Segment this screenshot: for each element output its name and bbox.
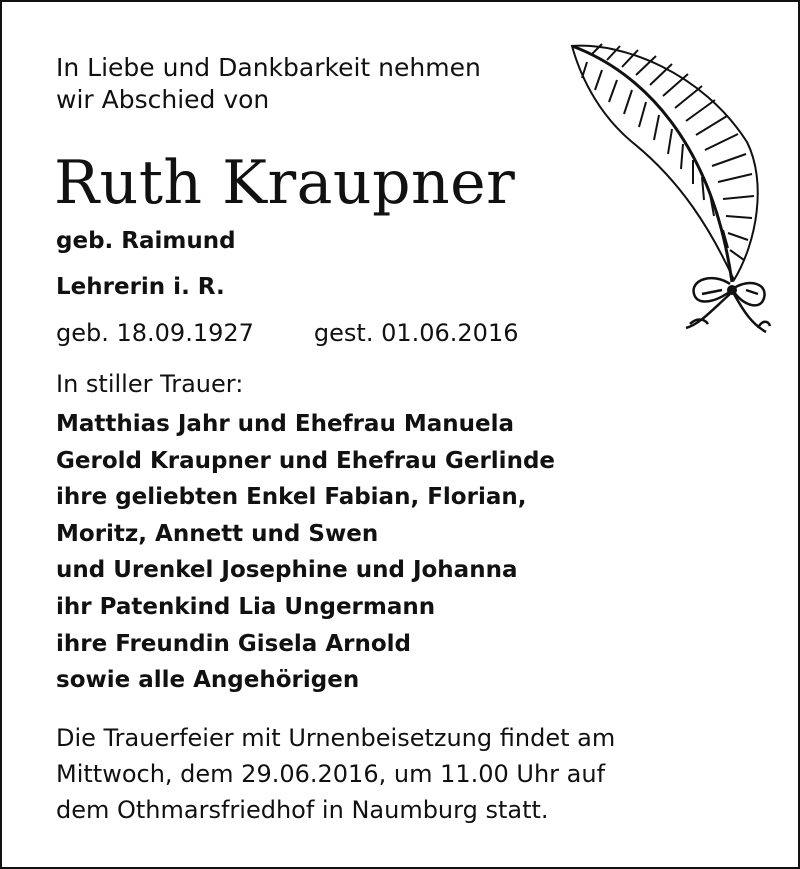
profession: Lehrerin i. R. [56, 274, 225, 300]
funeral-line-1: Die Trauerfeier mit Urnenbeisetzung findet am [56, 724, 616, 752]
mourner-line: und Urenkel Josephine und Johanna [56, 557, 518, 584]
funeral-line-3: dem Othmarsfriedhof in Naumburg statt. [56, 796, 549, 824]
death-date: gest. 01.06.2016 [313, 319, 519, 347]
mourning-title: In stiller Trauer: [56, 370, 244, 398]
mourner-line: sowie alle Angehörigen [56, 667, 360, 694]
mourner-line: Matthias Jahr und Ehefrau Manuela [56, 411, 514, 437]
intro-text [56, 52, 481, 116]
intro-line-2: wir Abschied von [56, 85, 270, 114]
birth-date: geb. 18.09.1927 [56, 319, 254, 347]
funeral-line-2: Mittwoch, dem 29.06.2016, um 11.00 Uhr auf [56, 760, 606, 788]
mourners-list [56, 406, 555, 699]
intro-line-1: In Liebe und Dankbarkeit nehmen [56, 53, 481, 82]
mourner-line: Moritz, Annett und Swen [56, 520, 379, 547]
maiden-name: geb. Raimund [56, 228, 236, 254]
deceased-name: Ruth Kraupner [54, 148, 516, 218]
feather-with-ribbon-icon [562, 32, 772, 342]
life-dates [56, 319, 519, 347]
funeral-info [56, 720, 756, 828]
mourner-line: Gerold Kraupner und Ehefrau Gerlinde [56, 447, 556, 474]
mourner-line: ihre geliebten Enkel Fabian, Florian, [56, 484, 527, 511]
mourner-line: ihre Freundin Gisela Arnold [56, 630, 411, 657]
mourner-line: ihr Patenkind Lia Ungermann [56, 593, 436, 620]
